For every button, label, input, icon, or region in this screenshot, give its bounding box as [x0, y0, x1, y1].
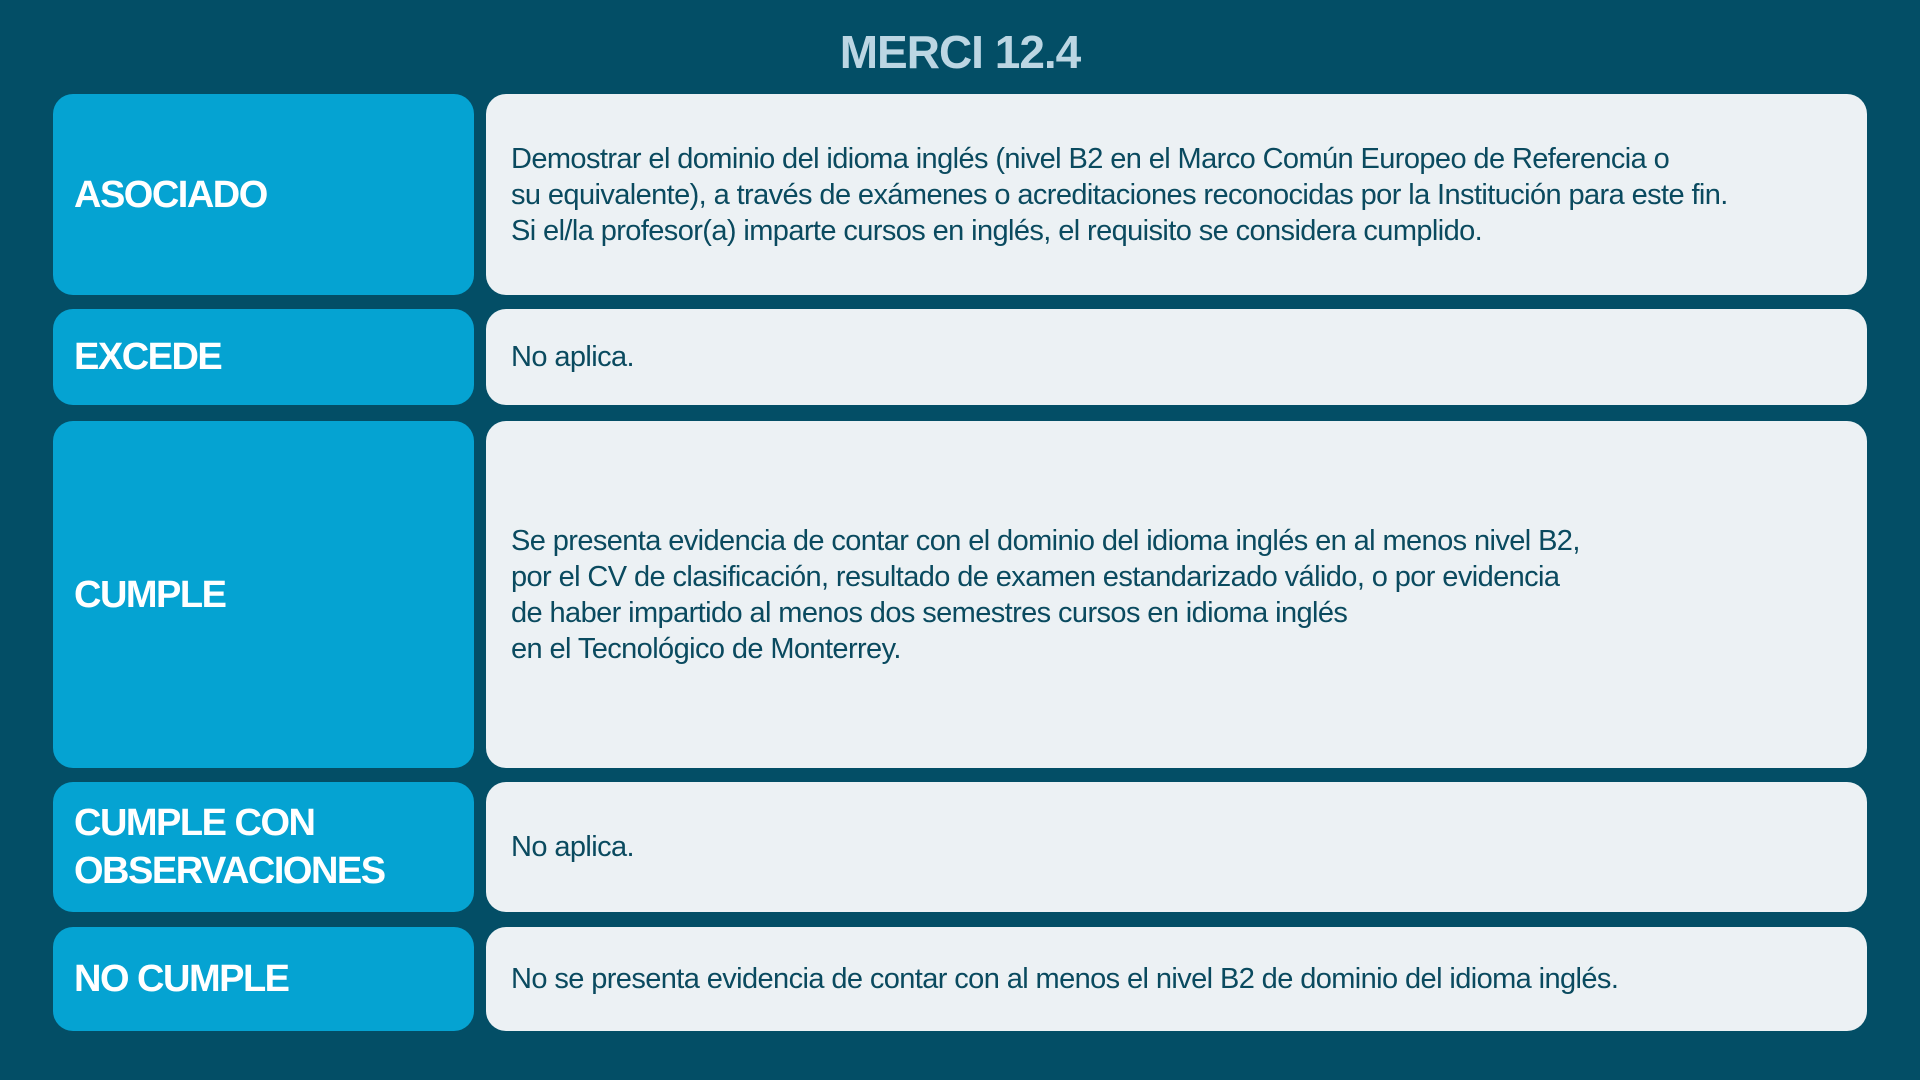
- criteria-label-no-cumple: [53, 927, 474, 1031]
- criteria-description-text: No se presenta evidencia de contar con al menos el nivel B2 de dominio del idioma inglés.: [511, 963, 1619, 995]
- criteria-description-cumple: [486, 421, 1867, 768]
- page-title: MERCI 12.4: [839, 26, 1081, 78]
- criteria-label-excede: [53, 309, 474, 405]
- criteria-description-text: No aplica.: [511, 341, 634, 373]
- criteria-description-cumple-con-observaciones: [486, 782, 1867, 912]
- criteria-label-cumple: [53, 421, 474, 768]
- criteria-description-text: Se presenta evidencia de contar con el dominio del idioma inglés en al menos nivel B2, por el CV de clasificación, resultado de examen estandarizado válido, o por evidencia de haber impartido al menos dos semestres cursos en idioma inglés en el Tecnológico de Monterrey.: [511, 524, 1580, 665]
- criteria-row-cumple: [53, 421, 1867, 768]
- criteria-label-cumple-con-observaciones: [53, 782, 474, 912]
- criteria-label-asociado: [53, 94, 474, 295]
- criteria-row-excede: [53, 309, 1867, 405]
- criteria-label-text: ASOCIADO: [74, 173, 267, 216]
- criteria-label-text: NO CUMPLE: [74, 958, 289, 1000]
- criteria-label-text: EXCEDE: [74, 336, 222, 378]
- criteria-description-no-cumple: [486, 927, 1867, 1031]
- criteria-description-text: No aplica.: [511, 831, 634, 863]
- criteria-description-excede: [486, 309, 1867, 405]
- criteria-row-cumple-con-observaciones: [53, 782, 1867, 912]
- criteria-row-asociado: [53, 94, 1867, 295]
- criteria-description-asociado: [486, 94, 1867, 295]
- criteria-row-no-cumple: [53, 927, 1867, 1031]
- criteria-label-text: CUMPLE: [74, 573, 226, 616]
- criteria-label-text: CUMPLE CON OBSERVACIONES: [74, 802, 385, 892]
- criteria-description-text: Demostrar el dominio del idioma inglés (nivel B2 en el Marco Común Europeo de Referencia o su equivalente), a través de exámenes o acreditaciones reconocidas por la Institución para este fin. Si el/la profesor(a) imparte cursos en inglés, el requisito se considera cumplido.: [511, 142, 1728, 247]
